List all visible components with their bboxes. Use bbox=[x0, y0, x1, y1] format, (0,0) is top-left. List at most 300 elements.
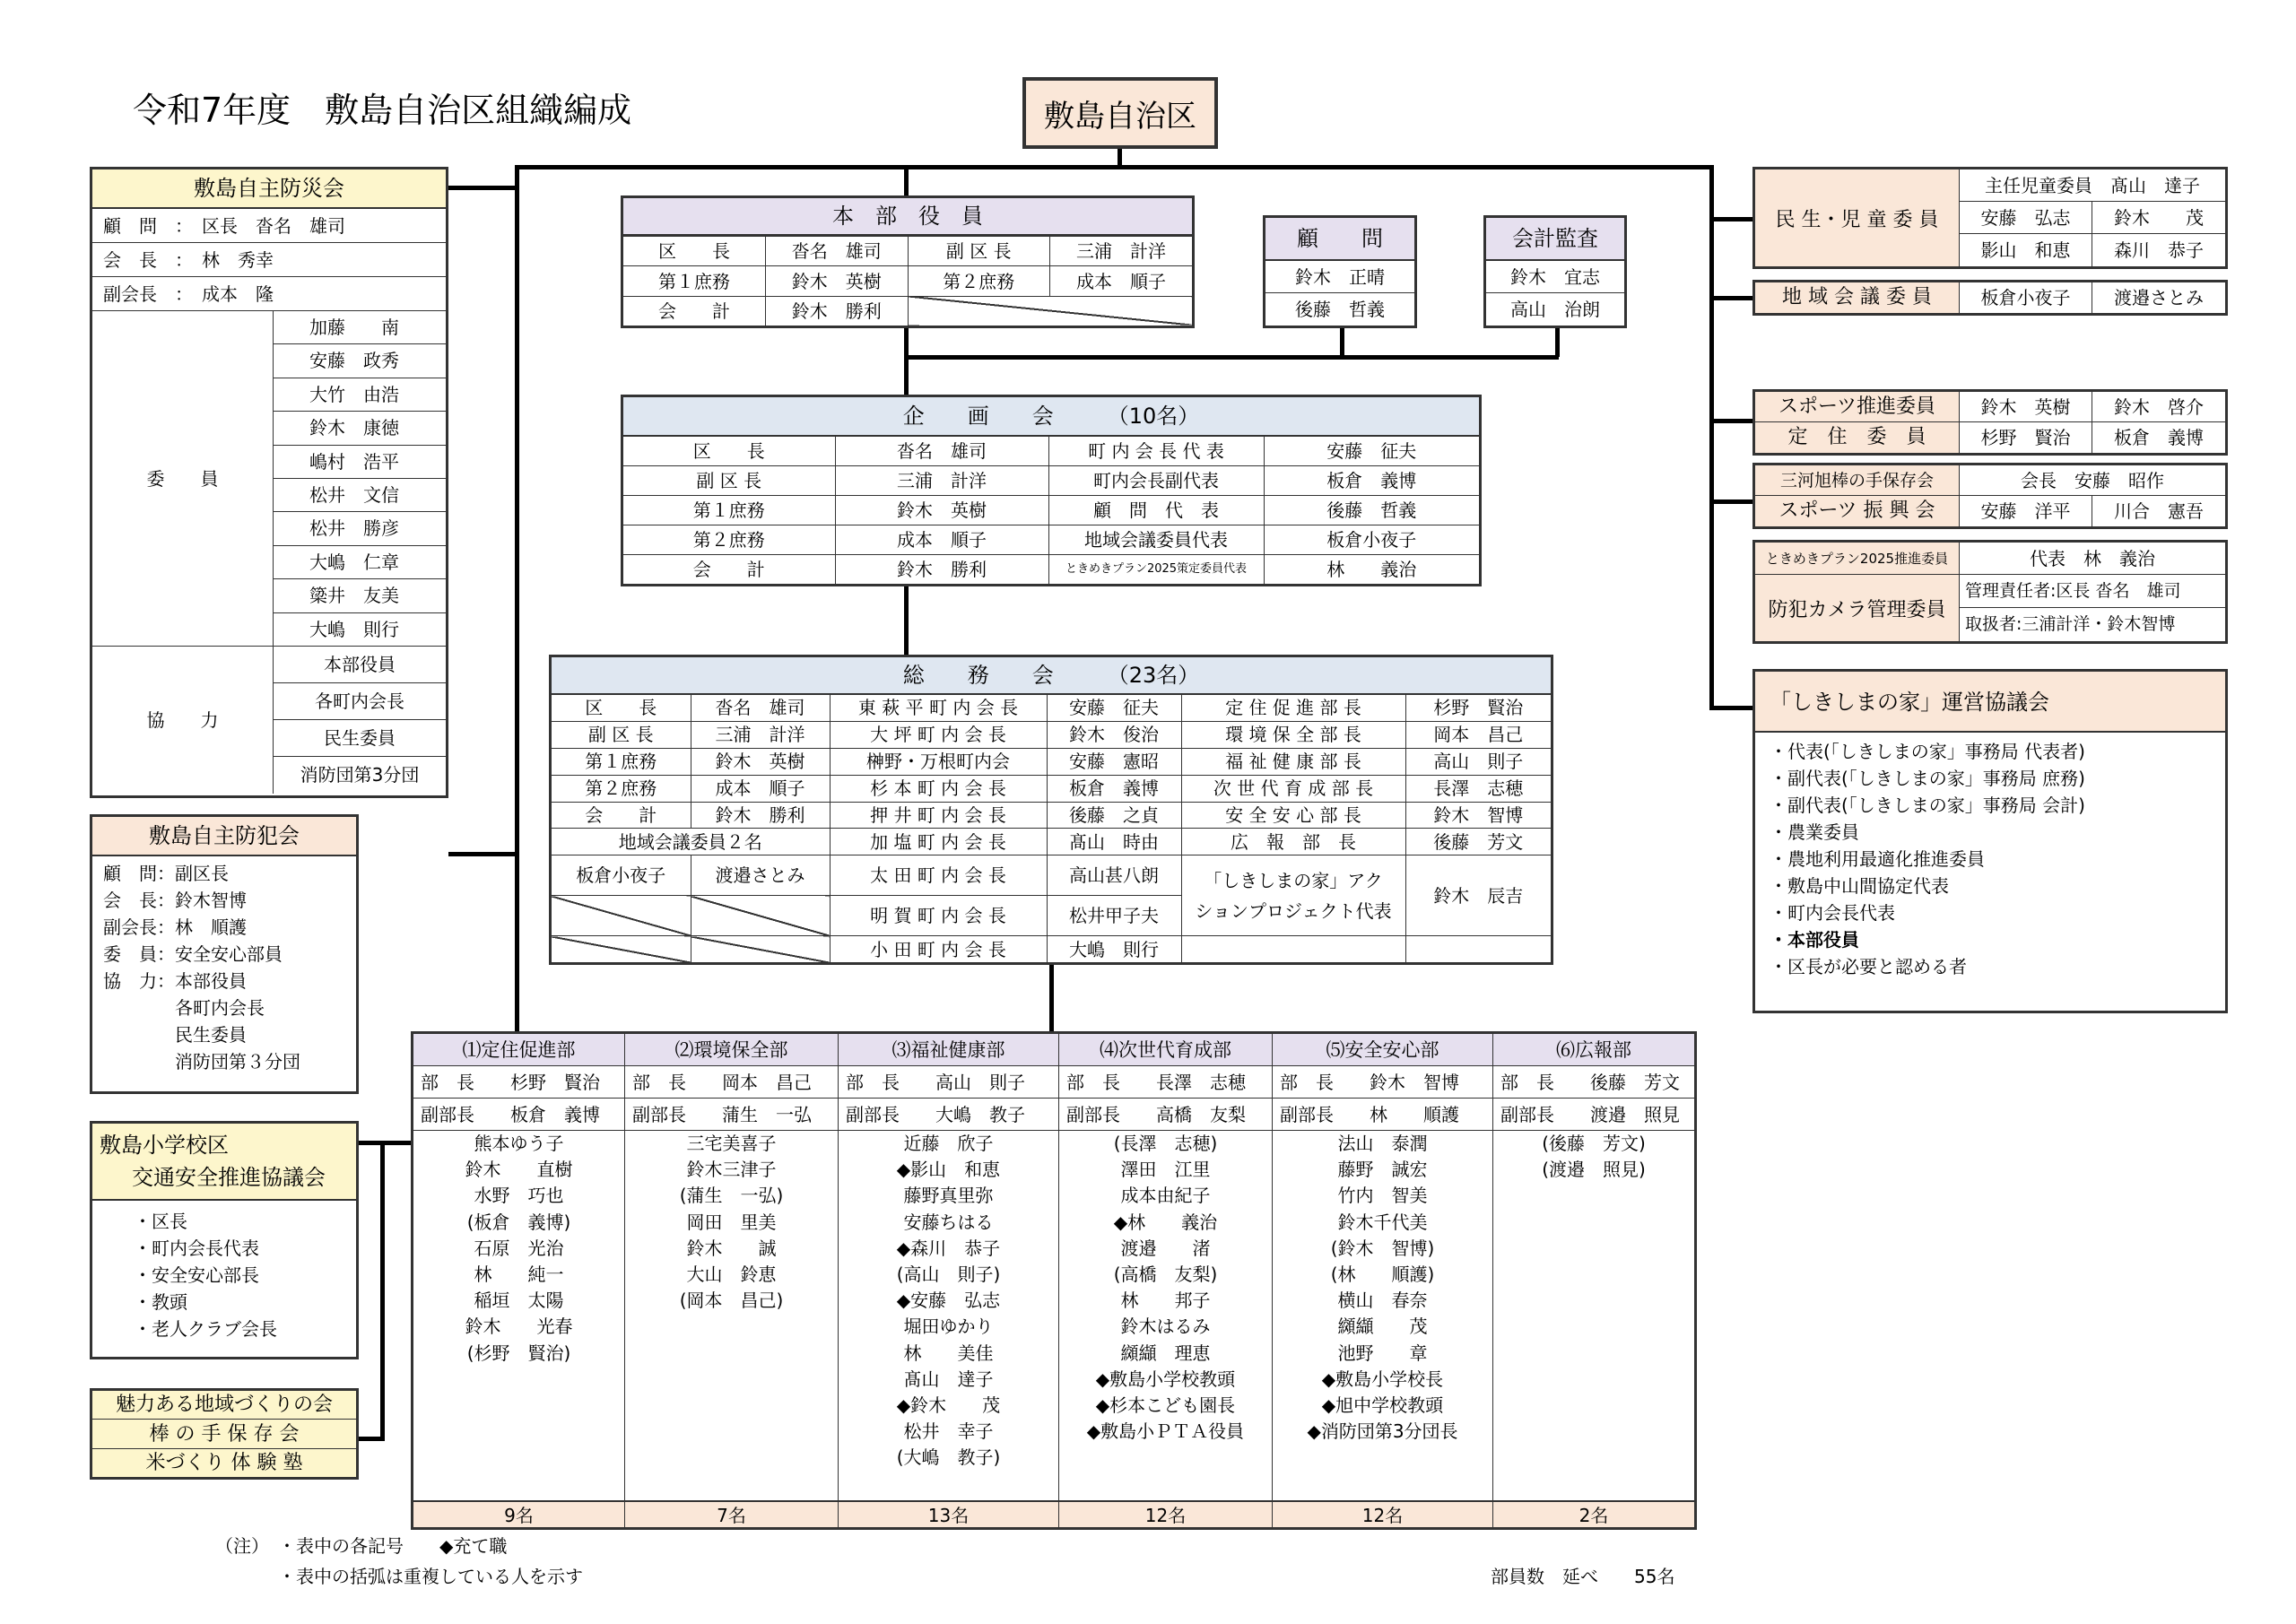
somu-bucho-name: 岡本 昌己 bbox=[1405, 721, 1551, 748]
dept-bucho: 部 長 杉野 賢治 bbox=[413, 1066, 624, 1099]
chiiki-box bbox=[1752, 280, 2228, 316]
dept-member: 鈴木はるみ bbox=[1120, 1316, 1211, 1338]
sports-name: 鈴木 英樹 bbox=[1960, 392, 2092, 422]
somu-chonaikai-name: 高山甚八朗 bbox=[1047, 855, 1181, 896]
somu-chonaikai-label: 東 萩 平 町 内 会 長 bbox=[830, 695, 1047, 721]
kikaku-label: 顧 問 代 表 bbox=[1048, 495, 1264, 525]
shiki-item: ・副代表(「しきしまの家」事務局 会計) bbox=[1770, 795, 2085, 816]
somu-bucho-name: 高山 則子 bbox=[1405, 748, 1551, 775]
dept-member: ◆消防団第3分団長 bbox=[1307, 1420, 1458, 1443]
somu-name: 三浦 計洋 bbox=[691, 721, 830, 748]
honbu-name: 成本 順子 bbox=[1050, 266, 1193, 296]
dept-count: 9名 bbox=[413, 1500, 624, 1527]
somu-empty-cell bbox=[552, 896, 691, 936]
somu-box bbox=[549, 655, 1553, 965]
somu-table bbox=[552, 695, 1551, 962]
dept-member: ◆旭中学校教頭 bbox=[1321, 1394, 1444, 1417]
sports-name: 鈴木 啓介 bbox=[2092, 392, 2225, 422]
dept-fukubucho: 副部長 渡邉 照見 bbox=[1493, 1099, 1694, 1131]
dept-member: 鈴木三津子 bbox=[686, 1159, 777, 1181]
dept-member-list bbox=[413, 1131, 624, 1497]
somu-chonaikai-name: 大嶋 則行 bbox=[1047, 936, 1181, 962]
dept-member-list bbox=[1059, 1131, 1272, 1497]
minsei-shunin: 主任児童委員 髙山 達子 bbox=[1960, 169, 2225, 202]
bousai-kyoryoku-item: 民生委員 bbox=[274, 720, 446, 757]
kikaku-table bbox=[623, 437, 1479, 584]
dept-member-list bbox=[625, 1131, 838, 1497]
dept-count: 12名 bbox=[1273, 1500, 1492, 1527]
somu-chonaikai-label: 杉 本 町 内 会 長 bbox=[830, 775, 1047, 802]
honbu-label: 副 区 長 bbox=[908, 237, 1050, 266]
somu-empty-cell bbox=[1405, 936, 1551, 962]
kotsu-header bbox=[92, 1124, 356, 1201]
honbu-header: 本 部 役 員 bbox=[623, 198, 1192, 236]
somu-shiki-label-1: 「しきしまの家」アク bbox=[1204, 869, 1383, 891]
kikaku-name: 鈴木 勝利 bbox=[835, 555, 1048, 584]
dept-member: 岡田 里美 bbox=[686, 1211, 777, 1233]
bousai-kyoryoku-item: 各町内会長 bbox=[274, 683, 446, 720]
komon-name: 後藤 哲義 bbox=[1295, 299, 1385, 320]
dept-count: 13名 bbox=[839, 1500, 1058, 1527]
kikaku-name: 板倉 義博 bbox=[1264, 465, 1479, 495]
connector bbox=[1709, 419, 1754, 423]
honbu-name: 三浦 計洋 bbox=[1050, 237, 1193, 266]
somu-empty-cell bbox=[691, 936, 830, 962]
shiki-item: ・敷島中山間協定代表 bbox=[1770, 875, 1949, 897]
shiki-item: ・本部役員 bbox=[1770, 929, 1859, 951]
komon-box bbox=[1263, 215, 1417, 328]
dept-name: ⑵環境保全部 bbox=[625, 1034, 838, 1066]
komon-name: 鈴木 正晴 bbox=[1265, 261, 1414, 293]
honbu-name: 鈴木 英樹 bbox=[766, 266, 909, 296]
somu-shiki-label bbox=[1181, 855, 1405, 936]
teiju-name: 板倉 義博 bbox=[2114, 427, 2204, 448]
somu-bucho-label: 定 住 促 進 部 長 bbox=[1181, 695, 1405, 721]
dept-member: (後藤 芳文) bbox=[1542, 1133, 1646, 1154]
dept-bucho: 部 長 高山 則子 bbox=[839, 1066, 1058, 1099]
sports2-name: 安藤 洋平 bbox=[1960, 496, 2092, 526]
dept-member: 渡邉 渚 bbox=[1120, 1237, 1211, 1259]
minsei-name: 安藤 弘志 bbox=[1960, 202, 2092, 234]
somu-chiiki-member: 板倉小夜子 bbox=[552, 855, 691, 896]
honbu-empty-cell bbox=[908, 296, 1192, 326]
shiki-items bbox=[1755, 733, 2225, 980]
honbu-name: 沓名 雄司 bbox=[766, 237, 909, 266]
bousai-kyoryoku-item: 本部役員 bbox=[274, 647, 446, 683]
dept-member: (高山 則子) bbox=[896, 1264, 1001, 1286]
somu-chonaikai-label: 押 井 町 内 会 長 bbox=[830, 802, 1047, 829]
kansa-name: 鈴木 宜志 bbox=[1486, 261, 1624, 293]
dept-member: 松井 幸子 bbox=[903, 1420, 994, 1443]
dept-member: 纐纈 理恵 bbox=[1120, 1342, 1211, 1364]
somu-chonaikai-label: 太 田 町 内 会 長 bbox=[830, 855, 1047, 896]
bouhan-header: 敷島自主防犯会 bbox=[92, 817, 356, 856]
dept-member: 藤野真里弥 bbox=[903, 1185, 994, 1207]
shiki-item: ・農業委員 bbox=[1770, 821, 1859, 843]
somu-chonaikai-name: 後藤 之貞 bbox=[1047, 802, 1181, 829]
bousai-box bbox=[90, 167, 448, 798]
shiki-item: ・町内会長代表 bbox=[1770, 902, 1895, 924]
somu-bucho-label: 広 報 部 長 bbox=[1181, 829, 1405, 855]
connector bbox=[904, 586, 909, 656]
notes-label: （注） bbox=[215, 1535, 269, 1557]
connector bbox=[359, 1437, 384, 1441]
somu-chiiki-label: 地域会議委員２名 bbox=[552, 829, 830, 855]
dept-member: (杉野 賢治) bbox=[466, 1342, 571, 1364]
teiju-name: 杉野 賢治 bbox=[1960, 422, 2092, 453]
dept-member-list bbox=[1273, 1131, 1492, 1497]
dept-column bbox=[1273, 1034, 1493, 1527]
somu-label: 副 区 長 bbox=[552, 721, 691, 748]
connector bbox=[1709, 217, 1754, 221]
honbu-label: 区 長 bbox=[623, 237, 766, 266]
dept-member: 髙山 達子 bbox=[903, 1368, 994, 1390]
somu-chonaikai-name: 安藤 征夫 bbox=[1047, 695, 1181, 721]
dept-member: 澤田 江里 bbox=[1120, 1159, 1211, 1181]
bouhan-line: 消防団第３分団 bbox=[103, 1051, 300, 1073]
dept-count: 7名 bbox=[625, 1500, 838, 1527]
dept-member: ◆影山 和恵 bbox=[896, 1159, 1001, 1181]
somu-name: 鈴木 英樹 bbox=[691, 748, 830, 775]
somu-bucho-name: 鈴木 智博 bbox=[1405, 802, 1551, 829]
bousai-iin-name: 嶋村 浩平 bbox=[274, 446, 446, 479]
somu-header: 総 務 会 （23名） bbox=[552, 657, 1551, 695]
bousai-iin-name: 加藤 南 bbox=[274, 311, 446, 344]
tokimeki-label: ときめきプラン2025推進委員 bbox=[1755, 543, 1960, 575]
camera-label: 防犯カメラ管理委員 bbox=[1755, 575, 1960, 641]
notes-line2: ・表中の括弧は重複している人を示す bbox=[278, 1566, 583, 1587]
dept-member: 鈴木 誠 bbox=[686, 1237, 777, 1259]
kikaku-label: 第１庶務 bbox=[623, 495, 835, 525]
somu-chonaikai-name: 髙山 時由 bbox=[1047, 829, 1181, 855]
somu-chonaikai-label: 小 田 町 内 会 長 bbox=[830, 936, 1047, 962]
root-node: 敷島自治区 bbox=[1022, 77, 1218, 149]
dept-member: ◆鈴木 茂 bbox=[896, 1394, 1001, 1417]
bonote-hozonkai: 棒 の 手 保 存 会 bbox=[92, 1420, 356, 1449]
dept-count: 2名 bbox=[1493, 1500, 1694, 1527]
kansa-box bbox=[1483, 215, 1627, 328]
dept-member: 横山 春奈 bbox=[1337, 1290, 1428, 1312]
dept-member: ◆杉本こども園長 bbox=[1095, 1394, 1236, 1417]
dept-column bbox=[1059, 1034, 1273, 1527]
komezukuri-juku: 米づくり 体 験 塾 bbox=[92, 1449, 356, 1477]
somu-chiiki-member: 渡邉さとみ bbox=[691, 855, 830, 896]
connector bbox=[448, 186, 518, 190]
somu-bucho-name: 杉野 賢治 bbox=[1405, 695, 1551, 721]
dept-fukubucho: 副部長 高橋 友梨 bbox=[1059, 1099, 1272, 1131]
kikaku-label: 第２庶務 bbox=[623, 525, 835, 555]
kikaku-name: 板倉小夜子 bbox=[1264, 525, 1479, 555]
bouhan-line: 会 長：鈴木智博 bbox=[103, 890, 247, 911]
dept-column bbox=[1493, 1034, 1694, 1527]
depts-box bbox=[411, 1031, 1697, 1530]
notes-line1: ・表中の各記号 ◆充て職 bbox=[278, 1535, 508, 1557]
kikaku-box bbox=[621, 395, 1482, 586]
kikaku-name: 後藤 哲義 bbox=[1264, 495, 1479, 525]
kikaku-header: 企 画 会 （10名） bbox=[623, 397, 1479, 437]
shiki-box bbox=[1752, 669, 2228, 1013]
dept-bucho: 部 長 岡本 昌己 bbox=[625, 1066, 838, 1099]
dept-column bbox=[413, 1034, 625, 1527]
somu-bucho-label: 次 世 代 育 成 部 長 bbox=[1181, 775, 1405, 802]
kotsu-item: ・老人クラブ会長 bbox=[134, 1318, 277, 1340]
total-members: 部員数 延べ 55名 bbox=[1491, 1566, 1675, 1587]
sports2-name: 川合 憲吾 bbox=[2114, 500, 2204, 522]
minsei-box bbox=[1752, 167, 2228, 269]
bousai-iin-list bbox=[274, 311, 446, 646]
dept-member: 水野 巧也 bbox=[474, 1185, 564, 1207]
dept-bucho: 部 長 後藤 芳文 bbox=[1493, 1066, 1694, 1099]
dept-member: 近藤 欣子 bbox=[903, 1133, 994, 1154]
sports-box bbox=[1752, 389, 2228, 456]
dept-member: 林 純一 bbox=[474, 1264, 564, 1286]
dept-member: 竹内 智美 bbox=[1337, 1185, 1428, 1207]
minsei-label: 民 生・児 童 委 員 bbox=[1755, 169, 1960, 266]
bouhan-line: 民生委員 bbox=[103, 1024, 247, 1046]
shiki-item: ・副代表(「しきしまの家」事務局 庶務) bbox=[1770, 768, 2085, 789]
dept-name: ⑴定住促進部 bbox=[413, 1034, 624, 1066]
connector bbox=[904, 355, 1559, 360]
bouhan-lines bbox=[92, 856, 356, 1075]
somu-chonaikai-label: 榊野・万根町内会 bbox=[830, 748, 1047, 775]
dept-member: 稲垣 太陽 bbox=[474, 1290, 564, 1312]
kotsu-item: ・区長 bbox=[134, 1211, 187, 1232]
dept-member: 池野 章 bbox=[1337, 1342, 1428, 1364]
bousai-header: 敷島自主防災会 bbox=[92, 169, 446, 209]
minsei-name: 森川 恭子 bbox=[2114, 239, 2204, 261]
bousai-iin-name: 鈴木 康徳 bbox=[274, 412, 446, 445]
komon-header: 顧 問 bbox=[1265, 218, 1414, 261]
connector bbox=[1340, 328, 1344, 357]
dept-bucho: 部 長 長澤 志穂 bbox=[1059, 1066, 1272, 1099]
kikaku-name: 成本 順子 bbox=[835, 525, 1048, 555]
dept-member: (高橋 友梨) bbox=[1113, 1264, 1218, 1286]
connector bbox=[1555, 328, 1560, 357]
page-title: 令和7年度 敷島自治区組織編成 bbox=[133, 91, 632, 130]
mikawa-box bbox=[1752, 463, 2228, 529]
bousai-kyoryoku-item: 消防団第3分団 bbox=[300, 764, 420, 786]
connector bbox=[904, 325, 909, 404]
dept-member: (岡本 昌己) bbox=[679, 1290, 784, 1312]
bouhan-box bbox=[90, 814, 359, 1094]
somu-empty-cell bbox=[691, 896, 830, 936]
miryoku-title: 魅力ある地域づくりの会 bbox=[92, 1391, 356, 1420]
chiiki-name: 渡邉さとみ bbox=[2114, 287, 2204, 308]
bouhan-line: 各町内会長 bbox=[103, 997, 265, 1019]
chiiki-label: 地 域 会 議 委 員 bbox=[1755, 282, 1960, 313]
somu-label: 区 長 bbox=[552, 695, 691, 721]
somu-label: 第１庶務 bbox=[552, 748, 691, 775]
connector bbox=[904, 165, 909, 199]
bousai-iin-section bbox=[92, 311, 446, 647]
chiiki-name: 板倉小夜子 bbox=[1960, 282, 2092, 313]
dept-member: 林 美佳 bbox=[903, 1342, 994, 1364]
dept-member: 鈴木千代美 bbox=[1337, 1211, 1428, 1233]
bouhan-line: 協 力：本部役員 bbox=[103, 970, 247, 992]
dept-member: 法山 泰潤 bbox=[1337, 1133, 1428, 1154]
dept-member: 鈴木 直樹 bbox=[465, 1159, 573, 1181]
somu-empty-cell bbox=[552, 936, 691, 962]
somu-shiki-label-2: ションプロジェクト代表 bbox=[1195, 899, 1392, 922]
kikaku-label: 地域会議委員代表 bbox=[1048, 525, 1264, 555]
dept-member-list bbox=[1493, 1131, 1694, 1497]
kotsu-header-2: 交通安全推進協議会 bbox=[132, 1165, 326, 1190]
somu-chonaikai-label: 加 塩 町 内 会 長 bbox=[830, 829, 1047, 855]
dept-columns bbox=[413, 1034, 1694, 1527]
bousai-kyoryoku-label: 協 力 bbox=[92, 647, 274, 794]
kotsu-header-1: 敷島小学校区 bbox=[100, 1133, 229, 1158]
somu-chonaikai-name: 松井甲子夫 bbox=[1047, 896, 1181, 936]
honbu-name: 鈴木 勝利 bbox=[766, 296, 909, 326]
shiki-item: ・区長が必要と認める者 bbox=[1770, 956, 1967, 977]
dept-member: (林 順護) bbox=[1330, 1264, 1435, 1286]
dept-member: ◆敷島小ＰＴＡ役員 bbox=[1086, 1420, 1245, 1443]
kansa-name: 高山 治朗 bbox=[1510, 299, 1600, 320]
somu-label: 会 計 bbox=[552, 802, 691, 829]
sports2-label: スポーツ 振 興 会 bbox=[1755, 496, 1960, 526]
connector bbox=[448, 852, 518, 856]
dept-member: (蒲生 一弘) bbox=[679, 1185, 784, 1207]
honbu-box bbox=[621, 195, 1195, 328]
kikaku-label: 町 内 会 長 代 表 bbox=[1048, 437, 1264, 465]
connector bbox=[515, 165, 1713, 169]
dept-member: 林 邦子 bbox=[1120, 1290, 1211, 1312]
dept-name: ⑸安全安心部 bbox=[1273, 1034, 1492, 1066]
kikaku-name: 三浦 計洋 bbox=[835, 465, 1048, 495]
somu-bucho-label: 環 境 保 全 部 長 bbox=[1181, 721, 1405, 748]
dept-member: 三宅美喜子 bbox=[686, 1133, 777, 1154]
dept-bucho: 部 長 鈴木 智博 bbox=[1273, 1066, 1492, 1099]
dept-member: ◆安藤 弘志 bbox=[896, 1290, 1001, 1312]
somu-bucho-name: 後藤 芳文 bbox=[1405, 829, 1551, 855]
dept-member: (渡邉 照見) bbox=[1542, 1159, 1646, 1181]
bousai-iin-label: 委 員 bbox=[92, 311, 274, 646]
kotsu-item: ・安全安心部長 bbox=[134, 1264, 259, 1286]
dept-member: 安藤ちはる bbox=[903, 1211, 994, 1233]
bouhan-line: 顧 問：副区長 bbox=[103, 863, 229, 884]
bousai-iin-name: 大嶋 則行 bbox=[309, 618, 399, 640]
dept-member: ◆敷島小学校長 bbox=[1321, 1368, 1444, 1390]
tokimeki-box bbox=[1752, 540, 2228, 644]
dept-fukubucho: 副部長 板倉 義博 bbox=[413, 1099, 624, 1131]
bouhan-line: 委 員：安全安心部員 bbox=[103, 943, 283, 965]
somu-label: 第２庶務 bbox=[552, 775, 691, 802]
bousai-kaicho: 会 長 ： 林 秀幸 bbox=[92, 243, 446, 277]
shiki-item: ・農地利用最適化推進委員 bbox=[1770, 848, 1985, 870]
mikawa-value: 会長 安藤 昭作 bbox=[1960, 465, 2225, 496]
dept-member: 纐纈 茂 bbox=[1337, 1316, 1428, 1338]
dept-member: 熊本ゆう子 bbox=[474, 1133, 564, 1154]
honbu-label: 第１庶務 bbox=[623, 266, 766, 296]
dept-member: ◆森川 恭子 bbox=[896, 1237, 1001, 1259]
bousai-kyoryoku-list bbox=[274, 647, 446, 794]
somu-name: 成本 順子 bbox=[691, 775, 830, 802]
connector bbox=[1709, 296, 1754, 300]
bousai-iin-name: 松井 勝彦 bbox=[274, 512, 446, 545]
dept-member: 大山 鈴恵 bbox=[686, 1264, 777, 1286]
somu-bucho-label: 福 祉 健 康 部 長 bbox=[1181, 748, 1405, 775]
somu-chonaikai-name: 安藤 憲昭 bbox=[1047, 748, 1181, 775]
dept-member: (長澤 志穂) bbox=[1113, 1133, 1218, 1154]
shiki-header: 「しきしまの家」運営協議会 bbox=[1755, 672, 2225, 733]
dept-column bbox=[625, 1034, 839, 1527]
dept-fukubucho: 副部長 蒲生 一弘 bbox=[625, 1099, 838, 1131]
kikaku-label: 町内会長副代表 bbox=[1048, 465, 1264, 495]
dept-member: 堀田ゆかり bbox=[903, 1316, 994, 1338]
somu-shiki-name: 鈴木 辰吉 bbox=[1405, 855, 1551, 936]
honbu-label: 会 計 bbox=[623, 296, 766, 326]
dept-name: ⑹広報部 bbox=[1493, 1034, 1694, 1066]
connector bbox=[1049, 965, 1054, 1033]
kansa-header: 会計監査 bbox=[1486, 218, 1624, 261]
kotsu-item: ・町内会長代表 bbox=[134, 1238, 259, 1259]
shiki-item: ・代表(「しきしまの家」事務局 代表者) bbox=[1770, 741, 2085, 762]
connector bbox=[1709, 499, 1754, 504]
bousai-iin-name: 大竹 由浩 bbox=[274, 378, 446, 412]
camera-manager: 管理責任者:区長 沓名 雄司 bbox=[1960, 575, 2225, 608]
somu-name: 沓名 雄司 bbox=[691, 695, 830, 721]
somu-chonaikai-name: 鈴木 俊治 bbox=[1047, 721, 1181, 748]
dept-member: 鈴木 光春 bbox=[465, 1316, 573, 1338]
kikaku-name: 林 義治 bbox=[1264, 555, 1479, 584]
kikaku-name: 鈴木 英樹 bbox=[835, 495, 1048, 525]
tokimeki-value: 代表 林 義治 bbox=[1960, 543, 2225, 575]
dept-member: 藤野 誠宏 bbox=[1337, 1159, 1428, 1181]
bousai-komon: 顧 問 ： 区長 沓名 雄司 bbox=[92, 209, 446, 243]
dept-fukubucho: 副部長 林 順護 bbox=[1273, 1099, 1492, 1131]
kikaku-name: 沓名 雄司 bbox=[835, 437, 1048, 465]
somu-empty-cell bbox=[1181, 936, 1405, 962]
somu-chonaikai-name: 板倉 義博 bbox=[1047, 775, 1181, 802]
dept-member: 成本由紀子 bbox=[1120, 1185, 1211, 1207]
mikawa-label: 三河旭棒の手保存会 bbox=[1755, 465, 1960, 496]
honbu-label: 第２庶務 bbox=[908, 266, 1050, 296]
somu-chonaikai-label: 明 賀 町 内 会 長 bbox=[830, 896, 1047, 936]
teiju-label: 定 住 委 員 bbox=[1755, 422, 1960, 453]
dept-member: ◆敷島小学校教頭 bbox=[1095, 1368, 1236, 1390]
kikaku-label: 会 計 bbox=[623, 555, 835, 584]
bousai-iin-name: 安藤 政秀 bbox=[274, 344, 446, 378]
dept-member: ◆林 義治 bbox=[1113, 1211, 1218, 1233]
somu-chonaikai-label: 大 坪 町 内 会 長 bbox=[830, 721, 1047, 748]
kikaku-name: 安藤 征夫 bbox=[1264, 437, 1479, 465]
bouhan-line: 副会長：林 順護 bbox=[103, 916, 247, 938]
dept-name: ⑷次世代育成部 bbox=[1059, 1034, 1272, 1066]
kotsu-item: ・教頭 bbox=[134, 1291, 187, 1313]
dept-member-list bbox=[839, 1131, 1058, 1497]
dept-name: ⑶福祉健康部 bbox=[839, 1034, 1058, 1066]
kotsu-box bbox=[90, 1121, 359, 1359]
bousai-iin-name: 簗井 友美 bbox=[274, 579, 446, 612]
minsei-name: 影山 和恵 bbox=[1960, 234, 2092, 266]
honbu-table bbox=[623, 236, 1192, 326]
connector bbox=[1709, 706, 1754, 710]
dept-member: (鈴木 智博) bbox=[1330, 1237, 1435, 1259]
dept-column bbox=[839, 1034, 1059, 1527]
miryoku-box bbox=[90, 1388, 359, 1480]
minsei-name: 鈴木 茂 bbox=[2092, 202, 2225, 234]
kotsu-items bbox=[92, 1201, 356, 1342]
somu-bucho-name: 長澤 志穂 bbox=[1405, 775, 1551, 802]
dept-member: (大嶋 教子) bbox=[896, 1446, 1001, 1469]
dept-count: 12名 bbox=[1059, 1500, 1272, 1527]
kikaku-label: ときめきプラン2025策定委員代表 bbox=[1048, 555, 1264, 584]
dept-member: 石原 光治 bbox=[474, 1237, 564, 1259]
connector bbox=[380, 1141, 385, 1441]
dept-fukubucho: 副部長 大嶋 教子 bbox=[839, 1099, 1058, 1131]
bousai-iin-name: 松井 文信 bbox=[274, 479, 446, 512]
bousai-iin-name: 大嶋 仁章 bbox=[274, 546, 446, 579]
